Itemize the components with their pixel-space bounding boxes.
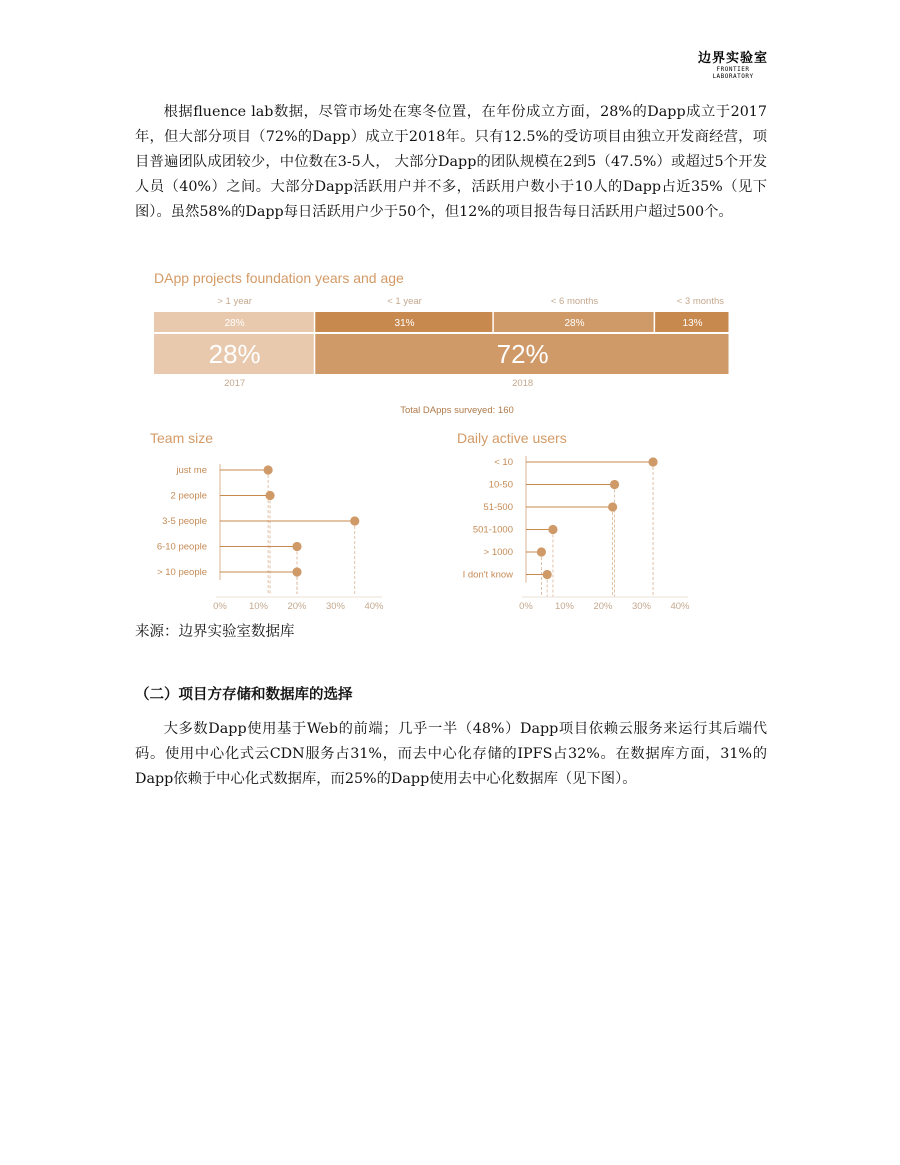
lollipop-dot (292, 542, 301, 551)
chart-title-team: Team size (150, 430, 214, 446)
x-tick-label: 20% (287, 601, 307, 612)
year-bar-group (154, 334, 729, 389)
x-tick-label: 10% (554, 601, 575, 612)
dau-chart (463, 456, 690, 612)
lollipop-dot (537, 547, 546, 556)
logo (698, 52, 768, 80)
category-label: 2 people (170, 490, 207, 502)
lollipop-dot (264, 465, 273, 474)
category-label: 501-1000 (472, 524, 513, 536)
paragraph-foundation: 根据fluence lab数据，尽管市场处在寒冬位置，在年份成立方面，28%的Dapp成立于2017年，但大部分项目（72%的Dapp）成立于2018年。只有12.5%的受访项目由独立开发商经营，项目普遍团队成团较少，中位数在3-5人， 大部分Dapp的团队规模在2到5（47.5%）或超过5个开发人员（40%）之间。大部分Dapp活跃用户并不多，活跃用户数小于10人的Dapp占近35%（见下图）。虽然58%的Dapp每日活跃用户少于50个，但12%的项目报告每日活跃用户超过500个。 (135, 104, 767, 220)
lollipop-dot (648, 457, 657, 466)
lollipop-dot (350, 516, 359, 525)
chart-title-dau: Daily active users (457, 430, 567, 446)
lollipop-dot (292, 567, 301, 576)
category-label: 51-500 (483, 502, 513, 513)
section-title: （二）项目方存储和数据库的选择 (135, 686, 353, 703)
lollipop-dot (543, 570, 552, 579)
year-label: 2018 (512, 378, 534, 389)
category-label: just me (176, 465, 207, 476)
x-tick-label: 40% (670, 601, 690, 612)
category-label: I don't know (462, 569, 513, 581)
x-tick-label: 30% (631, 601, 652, 612)
age-bar-group (154, 296, 729, 332)
source-caption: 来源：边界实验室数据库 (135, 624, 295, 640)
lollipop-dot (610, 480, 619, 489)
total-note: Total DApps surveyed: 160 (400, 405, 514, 416)
age-bar-label: 28% (564, 318, 585, 329)
team-size-chart (157, 464, 384, 612)
age-category-label: < 1 year (387, 296, 422, 307)
x-tick-label: 40% (364, 601, 384, 612)
year-bar-label: 28% (208, 339, 261, 369)
logo-sub-text: FRONTIER LABORATORY (712, 66, 754, 80)
year-label: 2017 (224, 378, 246, 389)
category-label: > 10 people (157, 567, 207, 578)
x-tick-label: 30% (325, 601, 346, 612)
category-label: 10-50 (488, 479, 513, 491)
logo-main-text: 边界实验室 (698, 51, 769, 66)
paragraph-storage: 大多数Dapp使用基于Web的前端；几乎一半（48%）Dapp项目依赖云服务来运行其后端代码。使用中心化式云CDN服务占31%，而去中心化存储的IPFS占32%。在数据库方面，31%的Dapp依赖于中心化式数据库，而25%的Dapp使用去中心化数据库（见下图）。 (135, 721, 767, 787)
charts-svg (140, 262, 740, 617)
year-bar-label: 72% (496, 339, 549, 369)
category-label: < 10 (494, 457, 513, 468)
age-bar-label: 31% (394, 318, 415, 329)
age-bar-label: 28% (224, 318, 245, 329)
x-tick-label: 0% (213, 601, 227, 612)
category-label: 6-10 people (156, 541, 207, 553)
chart-figure (140, 262, 740, 617)
age-category-label: < 6 months (550, 296, 599, 307)
age-bar-label: 13% (682, 318, 703, 329)
category-label: > 1000 (483, 547, 513, 558)
category-label: 3-5 people (162, 516, 207, 527)
lollipop-dot (265, 491, 274, 500)
chart-title-foundation: DApp projects foundation years and age (154, 270, 404, 286)
age-category-label: < 3 months (676, 296, 724, 307)
x-tick-label: 10% (248, 601, 269, 612)
x-tick-label: 20% (593, 601, 613, 612)
lollipop-dot (548, 525, 557, 534)
age-category-label: > 1 year (217, 296, 252, 307)
x-tick-label: 0% (519, 601, 533, 612)
lollipop-dot (608, 502, 617, 511)
